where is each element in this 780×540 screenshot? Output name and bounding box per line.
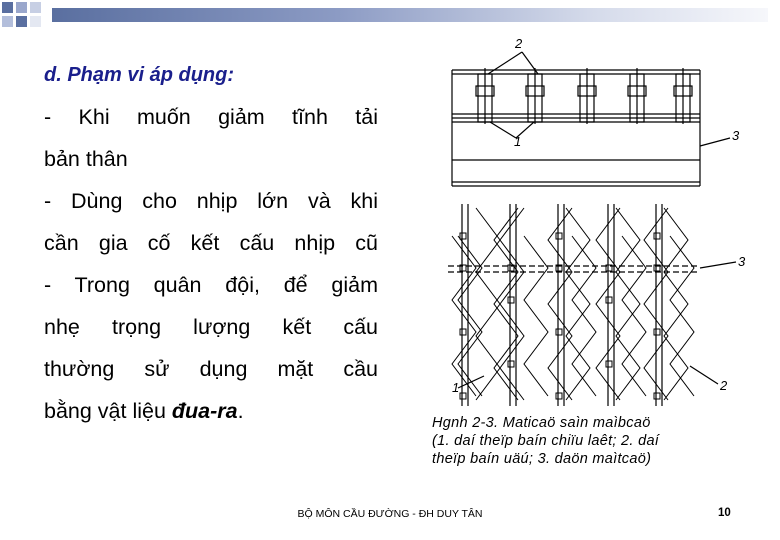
- label-1-bottom: 1: [452, 380, 460, 395]
- caption-line: theïp baín uäú; 3. daön maìtcaö): [432, 451, 652, 467]
- caption-line: Hgnh 2-3. Maticaö saìn maìbcaö: [432, 415, 651, 431]
- body-line: cần gia cố kết cấu nhịp cũ: [44, 231, 378, 255]
- slide-body: [44, 54, 378, 432]
- corner-decoration: [0, 0, 52, 38]
- label-3-top: 3: [732, 128, 740, 143]
- deck-grating-figure: [418, 36, 758, 416]
- body-text: .: [237, 399, 244, 423]
- label-2-top: 2: [515, 36, 523, 51]
- label-1-top: 1: [514, 134, 522, 149]
- body-line: thường sử dụng mặt cầu: [44, 357, 378, 381]
- body-line: - Khi muốn giảm tĩnh tải: [44, 105, 378, 129]
- emphasis-text: đua-ra: [171, 399, 238, 423]
- label-2-bottom: 2: [720, 378, 728, 393]
- body-line: - Trong quân đội, để giảm: [44, 273, 378, 297]
- footer-text: BỘ MÔN CẦU ĐƯỜNG - ĐH DUY TÂN: [297, 508, 483, 520]
- page-number: 10: [718, 507, 731, 519]
- body-line: nhẹ trọng lượng kết cấu: [44, 315, 378, 339]
- body-text: bằng vật liệu: [44, 399, 172, 423]
- body-line: bản thân: [44, 147, 128, 171]
- body-line: - Dùng cho nhịp lớn và khi: [44, 189, 378, 213]
- caption-line: (1. daí theïp baín chiïu laêt; 2. daí: [432, 433, 660, 449]
- slide-title: d. Phạm vi áp dụng:: [44, 64, 235, 86]
- body-line-last: [44, 390, 378, 432]
- figure-caption: [432, 414, 762, 468]
- label-3-mid: 3: [738, 254, 746, 269]
- header-bar: [52, 8, 768, 22]
